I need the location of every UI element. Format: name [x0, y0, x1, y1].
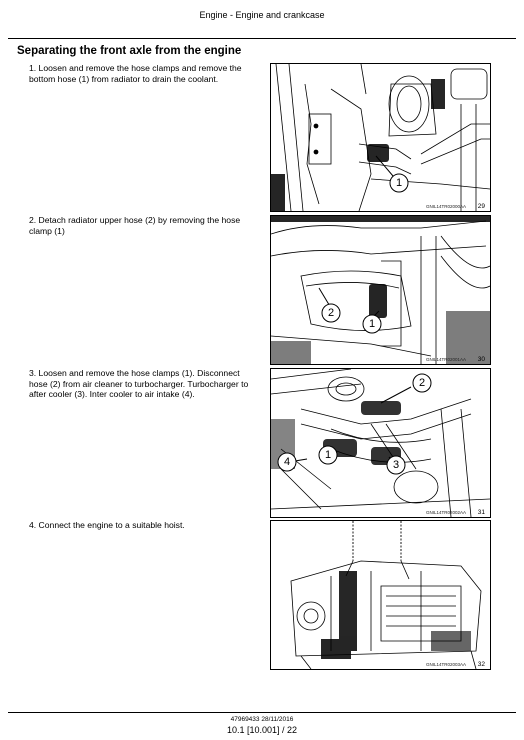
- figure-29-callout: [390, 174, 408, 192]
- header-divider: [8, 38, 516, 39]
- figure-32-number: 32: [477, 661, 485, 668]
- page-header-title: Engine - Engine and crankcase: [199, 10, 325, 20]
- callout-label: 1: [395, 177, 403, 189]
- callout-label: 4: [283, 456, 291, 468]
- step-2-text: 2. Detach radiator upper hose (2) by removing the hose clamp (1): [29, 215, 241, 236]
- figure-30-callout-a: [322, 304, 340, 322]
- figure-31-ref: GNIL14TR02002AA: [425, 510, 466, 515]
- figure-29: [270, 63, 491, 212]
- figure-29-ref: GNIL14TR02000AA: [425, 204, 466, 209]
- figure-31-callout-d: [387, 456, 405, 474]
- figure-31-callout-c: [278, 453, 296, 471]
- figure-30: [270, 215, 491, 365]
- footer-divider: [8, 712, 516, 713]
- figure-30-number: 30: [477, 356, 485, 363]
- callout-label: 3: [392, 459, 400, 471]
- step-1-text: 1. Loosen and remove the hose clamps and remove the bottom hose (1) from radiator to drain the coolant.: [29, 63, 242, 84]
- step-4-text: 4. Connect the engine to a suitable hoist.: [29, 520, 185, 530]
- figure-32-illustration: [271, 521, 490, 669]
- callout-label: 2: [327, 307, 335, 319]
- callout-label: 1: [324, 449, 332, 461]
- figure-32: [270, 520, 491, 670]
- step-3-text: 3. Loosen and remove the hose clamps (1). Disconnect hose (2) from air cleaner to turbocharger. Turbocharger to after cooler (3). Inter cooler to air intake (4).: [29, 368, 249, 399]
- footer-page-number: 10.1 [10.001] / 22: [226, 725, 298, 735]
- callout-label: 1: [368, 318, 376, 330]
- figure-30-ref: GNIL14TR02001AA: [425, 357, 466, 362]
- figure-29-illustration: [271, 64, 490, 211]
- section-title: Separating the front axle from the engine: [17, 45, 242, 57]
- figure-31-callout-b: [319, 446, 337, 464]
- figure-31-callout-a: [413, 374, 431, 392]
- figure-30-callout-b: [363, 315, 381, 333]
- figure-32-ref: GNIL14TR02003AA: [425, 662, 466, 667]
- figure-31: [270, 368, 491, 518]
- figure-29-number: 29: [477, 203, 485, 210]
- callout-label: 2: [418, 377, 426, 389]
- footer-document-info: 47969433 28/11/2016: [230, 716, 294, 723]
- figure-31-number: 31: [477, 509, 485, 516]
- figure-31-illustration: [271, 369, 490, 517]
- figure-30-illustration: [271, 216, 490, 364]
